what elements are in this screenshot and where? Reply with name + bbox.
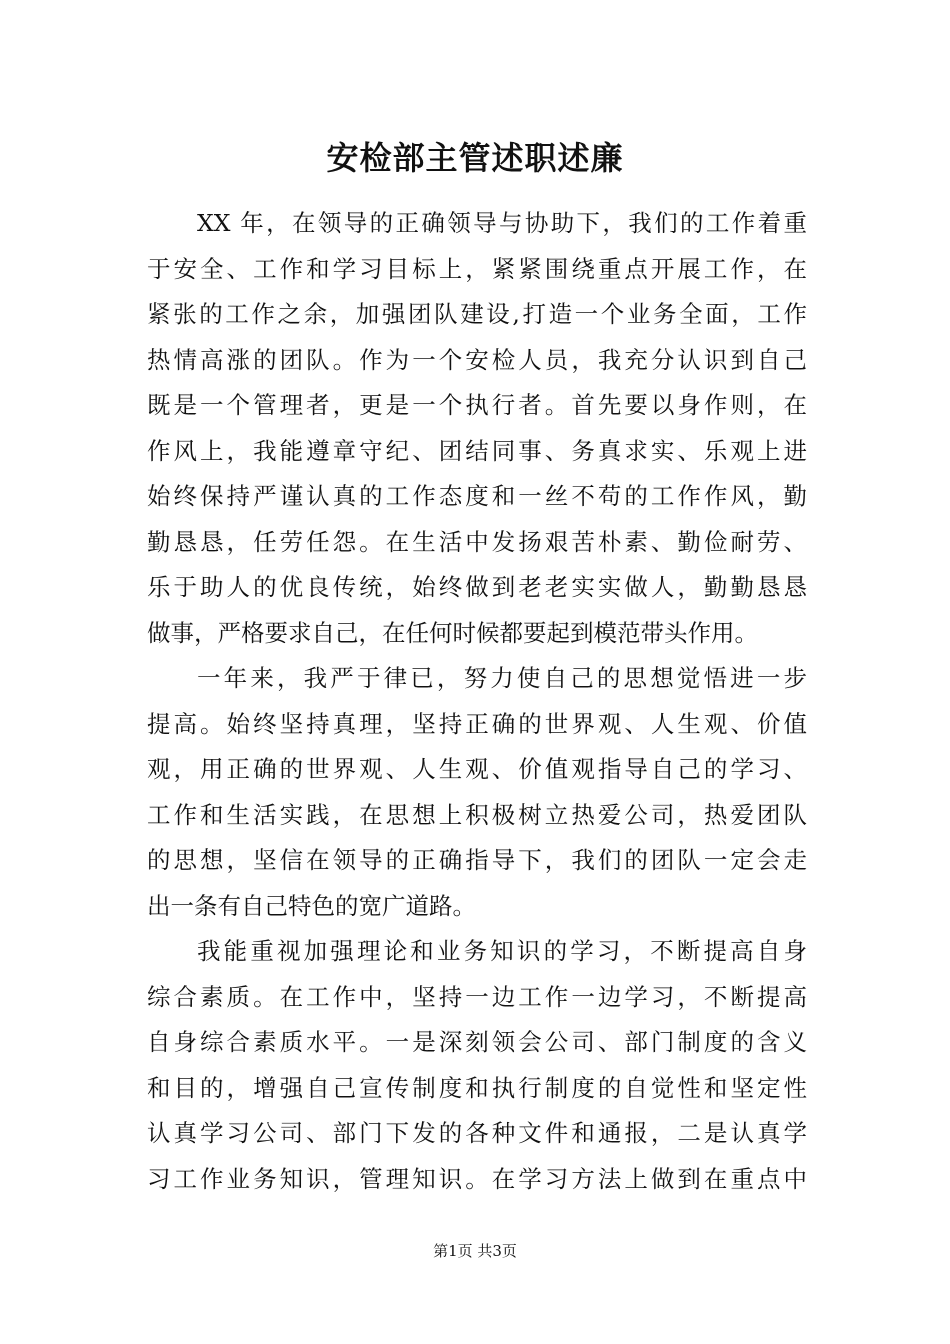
paragraph-line: 综合素质。在工作中，坚持一边工作一边学习，不断提高 xyxy=(147,982,807,1011)
paragraph-line: 认真学习公司、部门下发的各种文件和通报，二是认真学 xyxy=(147,1119,807,1147)
paragraph-line: 做事，严格要求自己，在任何时候都要起到模范带头作用。 xyxy=(147,618,758,647)
paragraph-line: 一年来，我严于律已，努力使自己的思想觉悟进一步 xyxy=(197,664,807,692)
paragraph-line: 的思想，坚信在领导的正确指导下，我们的团队一定会走 xyxy=(147,846,807,874)
paragraph-line: 工作和生活实践，在思想上积极树立热爱公司，热爱团队 xyxy=(147,800,807,829)
paragraph-line: 自身综合素质水平。一是深刻领会公司、部门制度的含义 xyxy=(147,1028,807,1056)
paragraph-line: 提高。始终坚持真理，坚持正确的世界观、人生观、价值 xyxy=(147,709,807,738)
paragraph-line: 习工作业务知识，管理知识。在学习方法上做到在重点中 xyxy=(147,1164,807,1193)
paragraph-line: 和目的，增强自己宣传制度和执行制度的自觉性和坚定性 xyxy=(147,1073,807,1102)
paragraph-line: 热情高涨的团队。作为一个安检人员，我充分认识到自己 xyxy=(147,345,807,374)
paragraph-line: 乐于助人的优良传统，始终做到老老实实做人，勤勤恳恳 xyxy=(147,573,807,601)
paragraph-line: 出一条有自己特色的宽广道路。 xyxy=(147,891,476,920)
page-footer: 第1页 共3页 xyxy=(433,1242,517,1260)
paragraph-line: 我能重视加强理论和业务知识的学习，不断提高自身 xyxy=(197,937,807,965)
document-body xyxy=(147,204,807,1205)
paragraph-line: 作风上，我能遵章守纪、团结同事、务真求实、乐观上进 xyxy=(147,436,807,465)
paragraph-line: 既是一个管理者，更是一个执行者。首先要以身作则，在 xyxy=(147,391,807,419)
paragraph-line: 紧张的工作之余，加强团队建设,打造一个业务全面，工作 xyxy=(147,300,807,328)
document-title: 安检部主管述职述廉 xyxy=(326,139,624,177)
paragraph-line: 勤恳恳，任劳任怨。在生活中发扬艰苦朴素、勤俭耐劳、 xyxy=(147,527,807,556)
paragraph-line: 观，用正确的世界观、人生观、价值观指导自己的学习、 xyxy=(147,755,807,783)
paragraph-line: 于安全、工作和学习目标上，紧紧围绕重点开展工作，在 xyxy=(147,254,807,283)
paragraph-line: 始终保持严谨认真的工作态度和一丝不苟的工作作风，勤 xyxy=(147,482,807,510)
paragraph-line: XX 年，在领导的正确领导与协助下，我们的工作着重 xyxy=(197,209,807,237)
